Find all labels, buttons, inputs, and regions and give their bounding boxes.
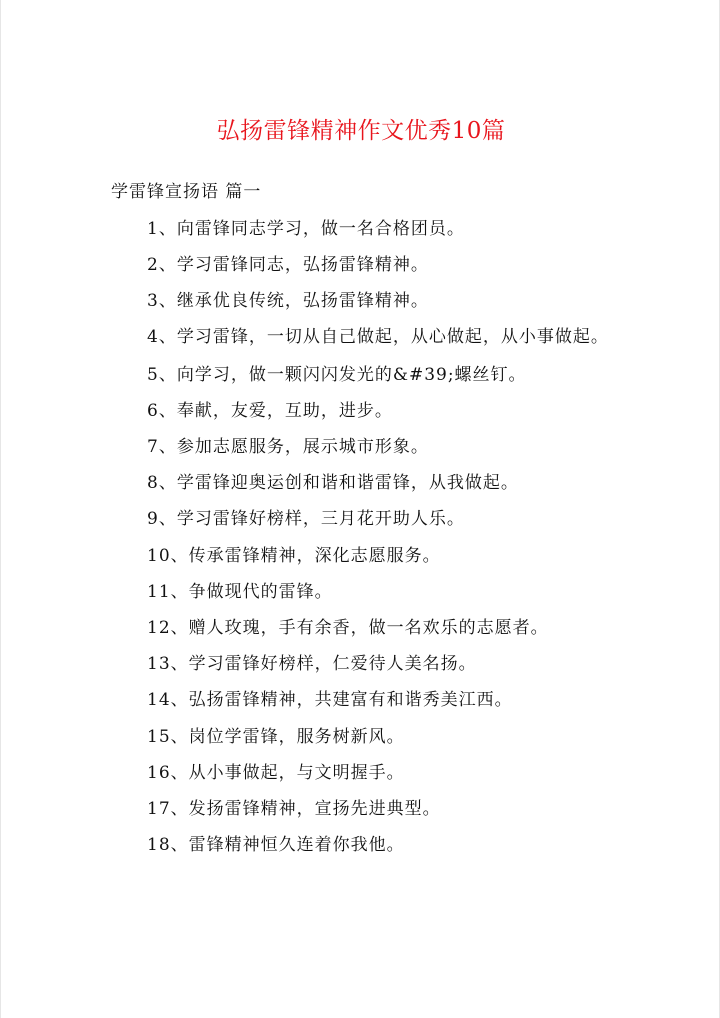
- list-item: 11、争做现代的雷锋。: [147, 581, 333, 602]
- document-title: 弘扬雷锋精神作文优秀10篇: [216, 118, 506, 144]
- list-item: 9、学习雷锋好榜样，三月花开助人乐。: [147, 509, 465, 530]
- list-item: 2、学习雷锋同志，弘扬雷锋精神。: [147, 255, 429, 276]
- list-item: 1、向雷锋同志学习，做一名合格团员。: [147, 219, 465, 239]
- list-item: 8、学雷锋迎奥运创和谐和谐雷锋，从我做起。: [147, 473, 519, 494]
- list-item: 16、从小事做起，与文明握手。: [147, 762, 405, 783]
- list-item: 7、参加志愿服务，展示城市形象。: [147, 437, 429, 458]
- list-item: 10、传承雷锋精神，深化志愿服务。: [147, 545, 441, 566]
- list-item: 17、发扬雷锋精神，宣扬先进典型。: [147, 799, 441, 820]
- list-item: 5、向学习，做一颗闪闪发光的&#39;螺丝钉。: [147, 364, 527, 385]
- list-item: 12、赠人玫瑰，手有余香，做一名欢乐的志愿者。: [147, 618, 549, 639]
- list-item: 13、学习雷锋好榜样，仁爱待人美名扬。: [147, 654, 477, 675]
- list-item: 18、雷锋精神恒久连着你我他。: [147, 835, 405, 856]
- list-item: 15、岗位学雷锋，服务树新风。: [147, 726, 405, 747]
- list-item: 3、继承优良传统，弘扬雷锋精神。: [147, 291, 429, 312]
- section-heading: 学雷锋宣扬语 篇一: [111, 182, 262, 202]
- list-item: 14、弘扬雷锋精神，共建富有和谐秀美江西。: [147, 690, 513, 711]
- list-item: 4、学习雷锋，一切从自己做起，从心做起，从小事做起。: [147, 326, 609, 347]
- list-item: 6、奉献，友爱，互助，进步。: [147, 400, 393, 421]
- slogan-list: [111, 211, 619, 863]
